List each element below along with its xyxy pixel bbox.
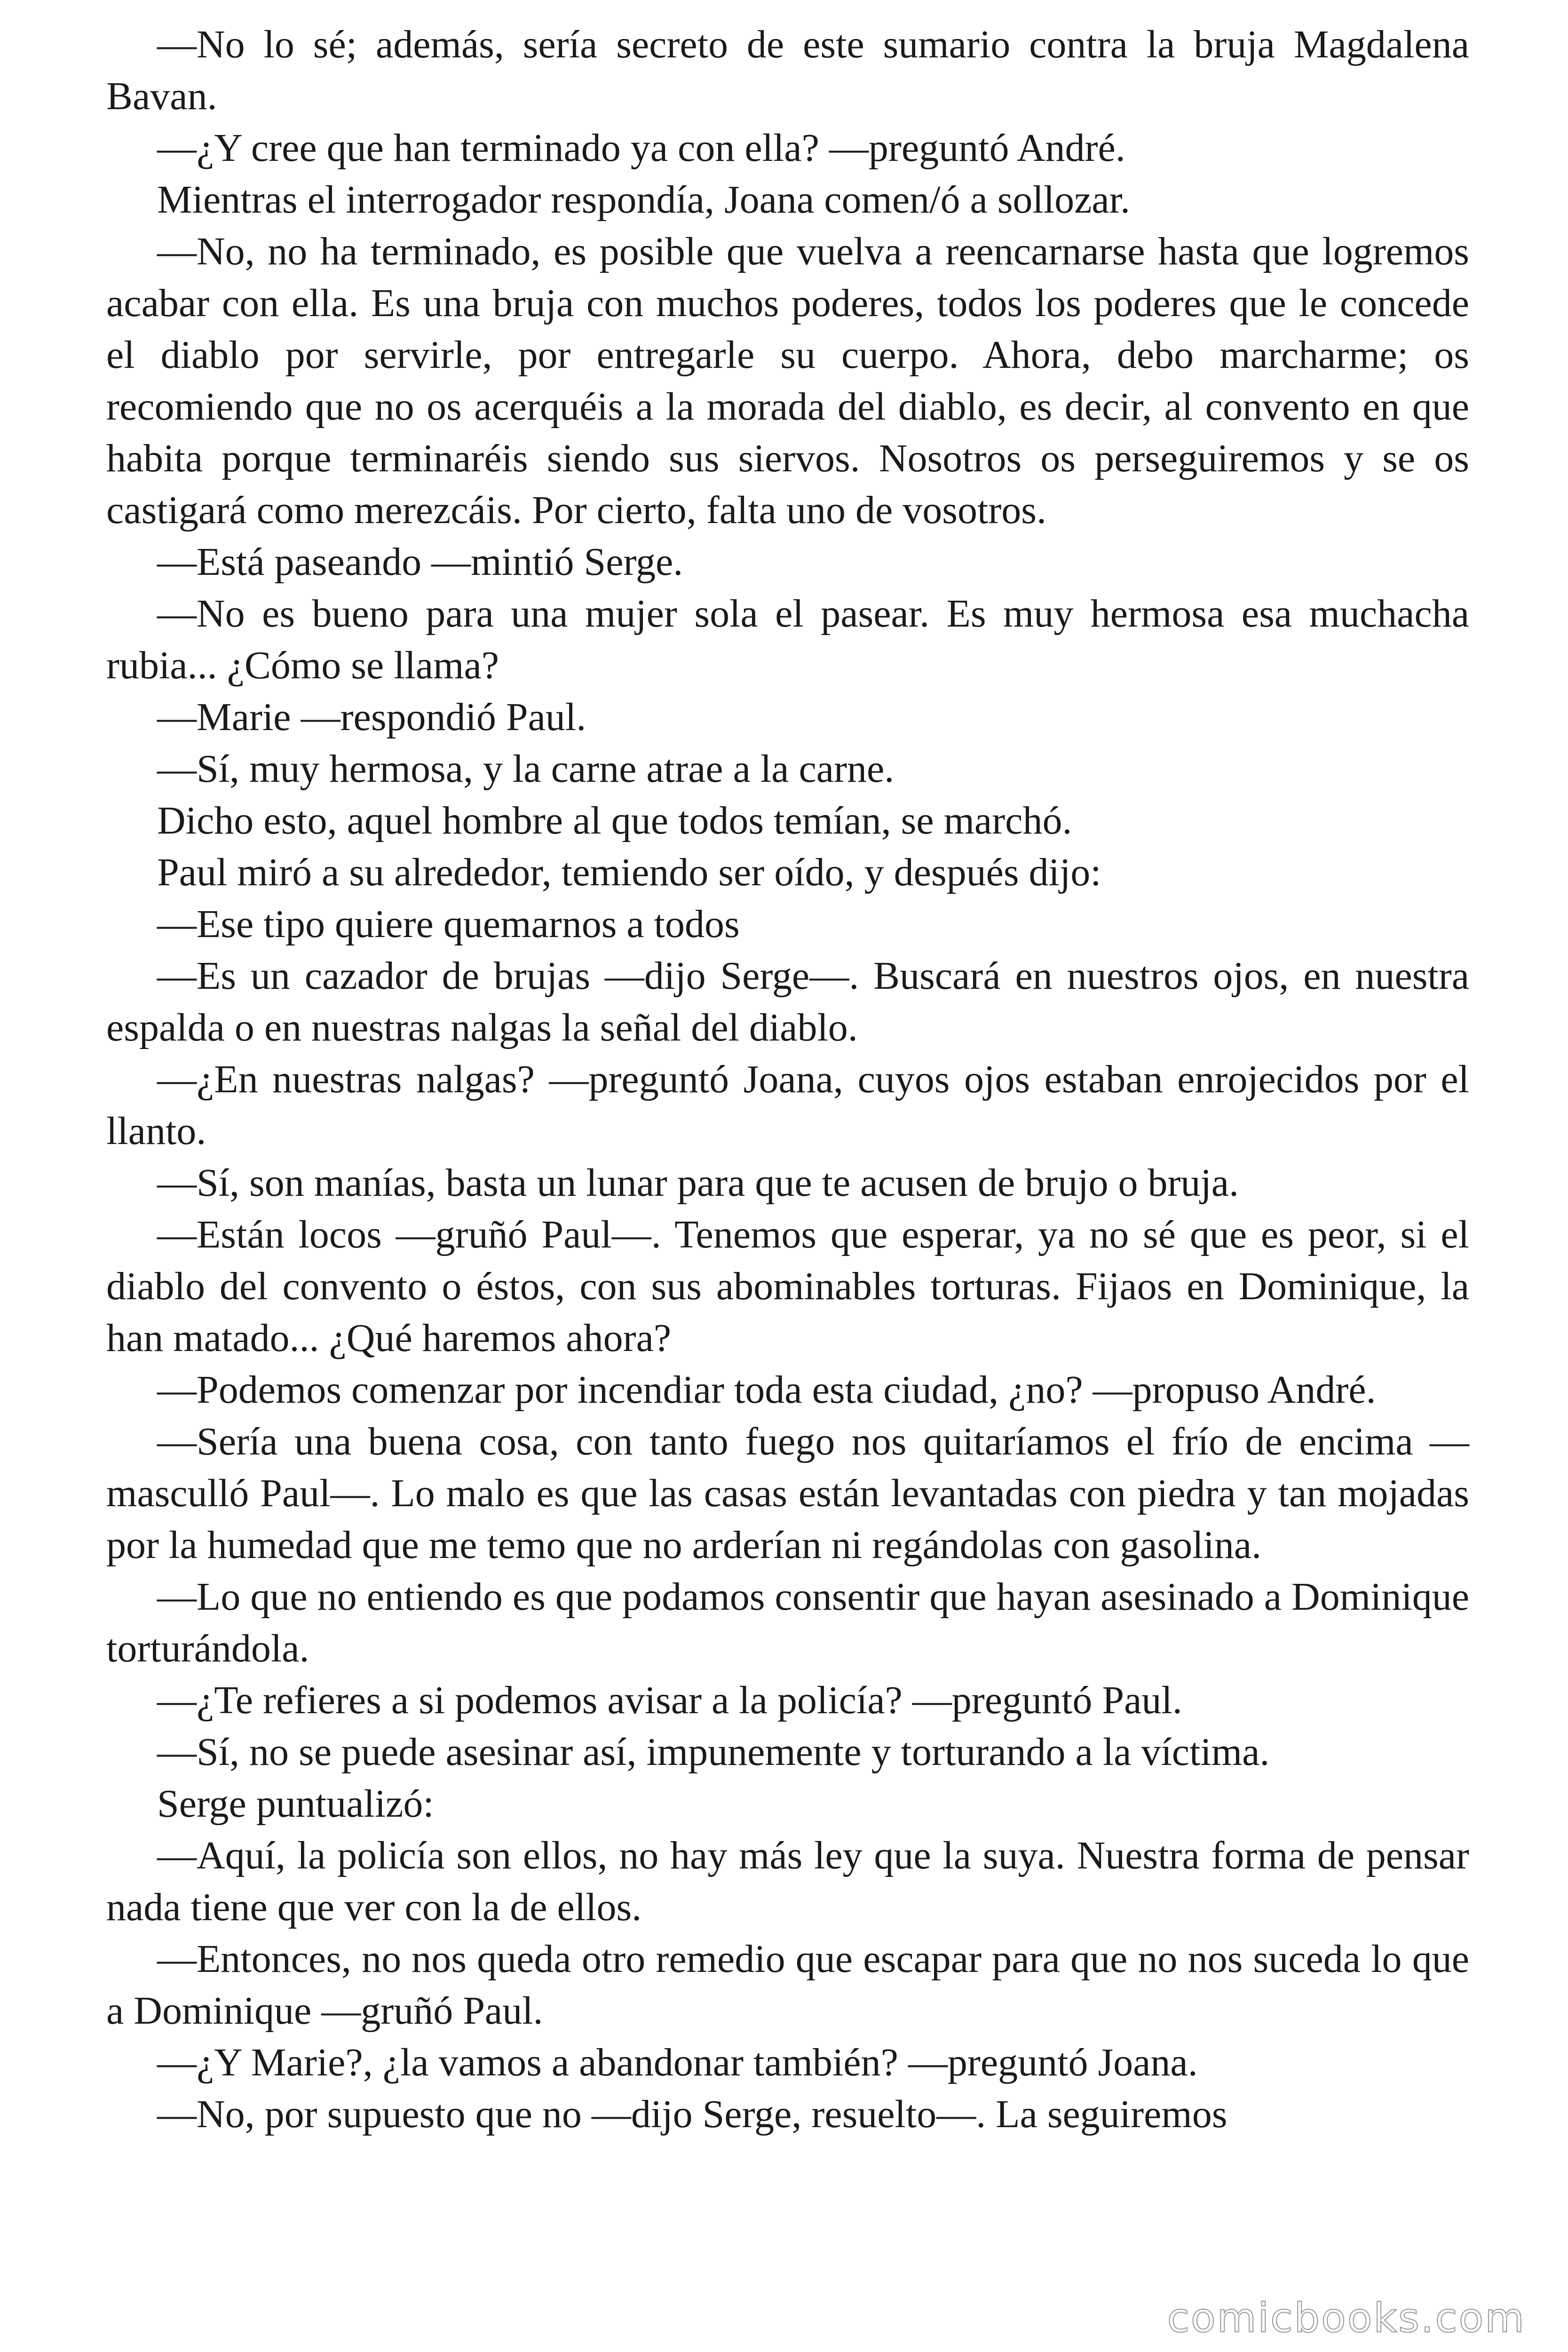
paragraph: —Lo que no entiendo es que podamos consentir que hayan asesinado a Dominique torturándola. [106, 1575, 1469, 1670]
paragraph: Mientras el interrogador respondía, Joana comen/ó a sollozar. [157, 178, 1130, 222]
paragraph: —No, por supuesto que no —dijo Serge, resuelto—. La seguiremos [157, 2092, 1227, 2136]
paragraph: —No lo sé; además, sería secreto de este sumario contra la bruja Magdalena Bavan. [106, 23, 1469, 118]
paragraph: —Ese tipo quiere quemarnos a todos [157, 902, 740, 946]
paragraph: —No, no ha terminado, es posible que vuelva a reencarnarse hasta que logremos acabar con ella. Es una bruja con muchos poderes, todos los poderes que le concede el diablo por servirle, por entregarle su cuerpo. Ahora, debo marcharme; os recomiendo que no os acerquéis a la morada del diablo, es decir, al convento en que habita porque terminaréis siendo sus siervos. Nosotros os perseguiremos y se os castigará como merezcáis. Por cierto, falta uno de vosotros. [106, 230, 1469, 532]
paragraph: —¿Te refieres a si podemos avisar a la policía? —preguntó Paul. [157, 1678, 1182, 1722]
paragraph: Dicho esto, aquel hombre al que todos temían, se marchó. [157, 799, 1072, 842]
paragraph: —Marie —respondió Paul. [157, 695, 586, 739]
paragraph: —Podemos comenzar por incendiar toda esta ciudad, ¿no? —propuso André. [157, 1368, 1376, 1412]
paragraph: —Está paseando —mintió Serge. [157, 540, 683, 584]
paragraph: —Sí, no se puede asesinar así, impunemente y torturando a la víctima. [157, 1730, 1270, 1774]
paragraph: Serge puntualizó: [157, 1782, 434, 1826]
paragraph: Paul miró a su alrededor, temiendo ser oído, y después dijo: [157, 850, 1101, 894]
paragraph: —Es un cazador de brujas —dijo Serge—. Buscará en nuestros ojos, en nuestra espalda o en nuestras nalgas la señal del diablo. [106, 954, 1469, 1049]
paragraph: —Sería una buena cosa, con tanto fuego nos quitaríamos el frío de encima —masculló Paul—. Lo malo es que las casas están levantadas con piedra y tan mojadas por la humedad que me temo que no arderían ni regándolas con gasolina. [106, 1420, 1469, 1567]
book-page [106, 19, 1469, 2324]
paragraph: —Entonces, no nos queda otro remedio que escapar para que no nos suceda lo que a Dominique —gruñó Paul. [106, 1937, 1469, 2033]
paragraph: —¿En nuestras nalgas? —preguntó Joana, cuyos ojos estaban enrojecidos por el llanto. [106, 1057, 1469, 1153]
paragraph: —¿Y Marie?, ¿la vamos a abandonar también? —preguntó Joana. [157, 2041, 1198, 2084]
paragraph: —No es bueno para una mujer sola el pasear. Es muy hermosa esa muchacha rubia... ¿Cómo se llama? [106, 592, 1469, 687]
watermark: comicbooks.com [1167, 2295, 1526, 2342]
paragraph: —¿Y cree que han terminado ya con ella? —preguntó André. [157, 126, 1125, 170]
paragraph: —Sí, son manías, basta un lunar para que te acusen de brujo o bruja. [157, 1161, 1239, 1205]
paragraph: —Aquí, la policía son ellos, no hay más ley que la suya. Nuestra forma de pensar nada tiene que ver con la de ellos. [106, 1834, 1469, 1929]
paragraph: —Están locos —gruñó Paul—. Tenemos que esperar, ya no sé que es peor, si el diablo del convento o éstos, con sus abominables torturas. Fijaos en Dominique, la han matado... ¿Qué haremos ahora? [106, 1213, 1469, 1360]
paragraph: —Sí, muy hermosa, y la carne atrae a la carne. [157, 747, 895, 791]
